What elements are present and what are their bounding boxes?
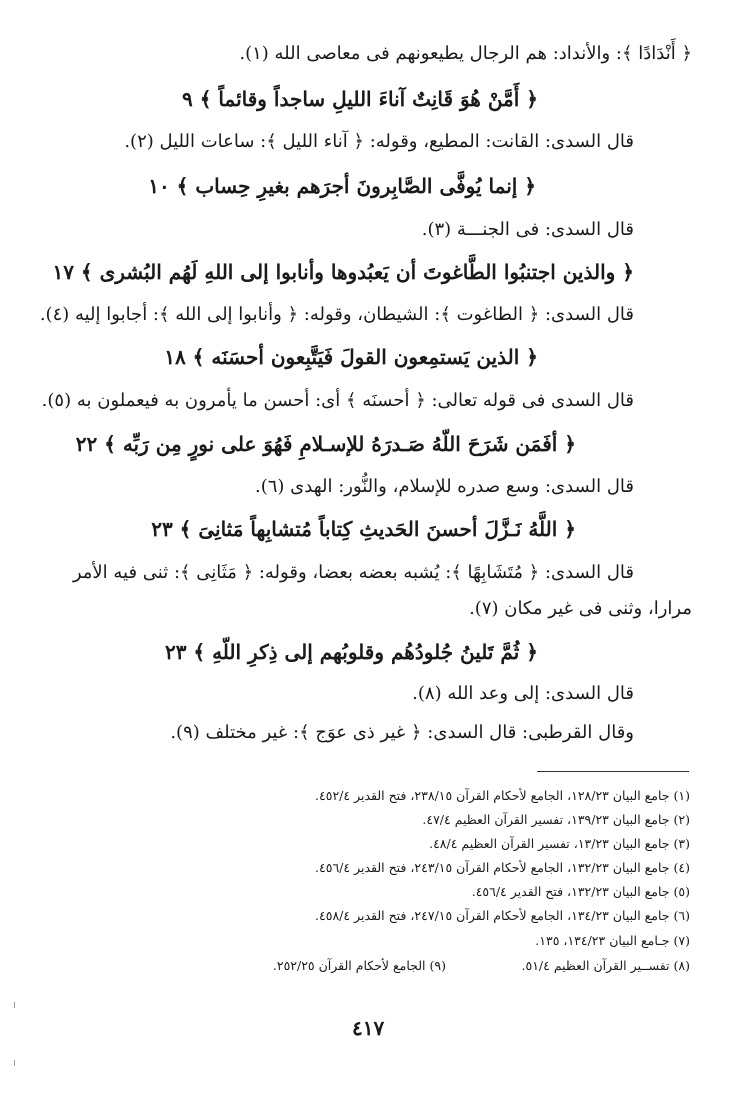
- verse-line: ﴿ الذين يَستمِعون القولَ فَيَتَّبِعون أحسَنَه ﴾ ١٨: [164, 345, 538, 369]
- footnote: (٤) جامع البيان ١٣٢/٢٣، الجامع لأحكام القرآن ٢٤٣/١٥، فتح القدير ٤٥٦/٤.: [315, 860, 690, 875]
- text-line: مرارا، وثنى فى غير مكان (٧).: [469, 598, 692, 619]
- text-line: ﴿ أَنْدَادًا ﴾: والأنداد: هم الرجال يطيعونهم فى معاصى الله (١).: [239, 43, 692, 64]
- text-line: قال السدى: ﴿ مُتَشَابِهًا ﴾: يُشبه بعضه بعضا، وقوله: ﴿ مَثَانِى ﴾: ثنى فيه الأمر: [72, 562, 634, 583]
- text-line: قال السدى: القانت: المطيع، وقوله: ﴿ آناء الليل ﴾: ساعات الليل (٢).: [124, 131, 634, 152]
- text-line: وقال القرطبى: قال السدى: ﴿ غير ذى عوَج ﴾: غير مختلف (٩).: [170, 722, 634, 743]
- footnote: (١) جامع البيان ١٢٨/٢٣، الجامع لأحكام القرآن ٢٣٨/١٥، فتح القدير ٤٥٢/٤.: [315, 788, 690, 803]
- verse-line: ﴿ أَمَّنْ هُوَ قَانِتٌ آناءَ الليلِ ساجداً وقائماً ﴾ ٩: [182, 87, 538, 111]
- footnote: (٣) جامع البيان ١٣/٢٣، تفسير القرآن العظيم ٤٨/٤.: [429, 836, 690, 851]
- scan-mark: [14, 1002, 15, 1008]
- scan-mark: [14, 1060, 15, 1066]
- verse-line: ﴿ ثُمَّ تَلينُ جُلودُهُم وقلوبُهم إلى ذِكرِ اللّهِ ﴾ ٢٣: [164, 640, 538, 664]
- footnote: (٧) جـامع البيان ١٣٤/٢٣، ١٣٥.: [535, 933, 690, 948]
- footnote: (٦) جامع البيان ١٣٤/٢٣، الجامع لأحكام القرآن ٢٤٧/١٥، فتح القدير ٤٥٨/٤.: [315, 908, 690, 923]
- verse-line: ﴿ إنما يُوفَّى الصَّابِرونَ أجرَهم بغيرِ حِساب ﴾ ١٠: [148, 174, 536, 198]
- verse-line: ﴿ أفَمَن شَرَحَ اللّهُ صَـدرَهُ للإسـلامِ فَهُوَ على نورٍ مِن رَبِّه ﴾ ٢٢: [75, 432, 576, 456]
- page-number: ٤١٧: [352, 1016, 385, 1040]
- footnote-separator: [537, 771, 689, 772]
- text-line: قال السدى: إلى وعد الله (٨).: [412, 683, 634, 704]
- text-line: قال السدى: ﴿ الطاغوت ﴾: الشيطان، وقوله: ﴿ وأنابوا إلى الله ﴾: أجابوا إليه (٤).: [39, 304, 634, 325]
- footnote: (٨) تفســير القرآن العظيم ٥١/٤.: [521, 958, 690, 973]
- footnote: (٢) جامع البيان ١٣٩/٢٣، تفسير القرآن العظيم ٤٧/٤.: [422, 812, 690, 827]
- footnote: (٩) الجامع لأحكام القرآن ٢٥٢/٢٥.: [272, 958, 446, 973]
- footnote: (٥) جامع البيان ١٣٢/٢٣، فتح القدير ٤٥٦/٤.: [471, 884, 690, 899]
- verse-line: ﴿ والذين اجتنبُوا الطَّاغوتَ أن يَعبُدوها وأنابوا إلى اللهِ لَهُم البُشرى ﴾ ١٧: [52, 260, 634, 284]
- text-line: قال السدى: وسع صدره للإسلام، والنُّور: الهدى (٦).: [254, 476, 634, 497]
- verse-line: ﴿ اللَّهُ نَـزَّلَ أحسنَ الحَديثِ كِتاباً مُتشابِهاً مَثانِىَ ﴾ ٢٣: [151, 517, 576, 541]
- text-line: قال السدى فى قوله تعالى: ﴿ أحسنَه ﴾ أى: أحسن ما يأمرون به فيعملون به (٥).: [41, 390, 634, 411]
- text-line: قال السدى: فى الجنـــة (٣).: [421, 219, 634, 240]
